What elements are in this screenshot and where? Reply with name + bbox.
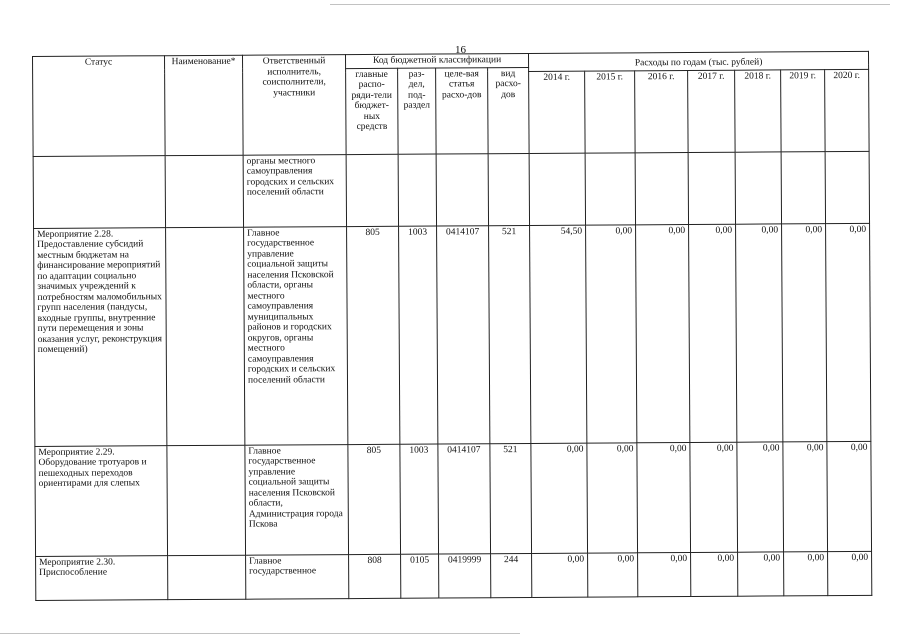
row-value-2017: 0,00 bbox=[689, 224, 737, 442]
row-status bbox=[33, 155, 165, 228]
row-value-2019: 0,00 bbox=[784, 551, 828, 595]
row-value-2018: 0,00 bbox=[736, 223, 783, 441]
budget-table bbox=[32, 51, 872, 601]
row-value-2020: 0,00 bbox=[828, 551, 872, 595]
row-csr bbox=[436, 153, 488, 225]
row-vr: 521 bbox=[489, 225, 531, 443]
row-value-2017: 0,00 bbox=[690, 442, 738, 552]
header-year-2019: 2019 г. bbox=[781, 69, 826, 151]
row-value-2019: 0,00 bbox=[782, 223, 827, 441]
table-row bbox=[34, 223, 871, 446]
row-value-2018 bbox=[735, 151, 781, 223]
row-name bbox=[168, 555, 246, 599]
header-year-2016: 2016 г. bbox=[635, 70, 688, 152]
row-value-2020: 0,00 bbox=[827, 441, 872, 551]
row-value-2015: 0,00 bbox=[586, 224, 637, 442]
row-value-2020: 0,00 bbox=[826, 223, 871, 441]
row-executor: органы местного самоуправления городских и сельских поселений области bbox=[243, 154, 346, 227]
row-value-2014: 54,50 bbox=[530, 225, 587, 443]
row-value-2018: 0,00 bbox=[738, 551, 784, 595]
row-rzpr: 1003 bbox=[399, 226, 438, 444]
row-vr bbox=[488, 153, 529, 225]
row-status: Мероприятие 2.29. Оборудование тротуаров и пешеходных переходов ориентирами для слепых bbox=[35, 445, 168, 556]
row-value-2014: 0,00 bbox=[531, 443, 588, 553]
header-budget-code: Код бюджетной классификации bbox=[345, 53, 528, 68]
header-executor: Ответственный исполнитель, соисполнители, участники bbox=[242, 55, 346, 155]
row-value-2019 bbox=[781, 151, 825, 223]
row-executor: Главное государственное управление социальной защиты населения Псковской области, органы местного самоуправления муниципальных районов и городских округов, органы местного самоуправления городских и сельских поселений области bbox=[244, 226, 348, 445]
row-value-2016 bbox=[635, 152, 688, 224]
page-number: 16 bbox=[455, 44, 466, 56]
row-vr: 244 bbox=[491, 553, 532, 597]
header-year-2020: 2020 г. bbox=[825, 69, 870, 151]
header-grbs: главные распо-ряди-тели бюджет-ных средств bbox=[346, 68, 399, 154]
row-value-2016: 0,00 bbox=[638, 552, 691, 596]
row-csr: 0414107 bbox=[438, 443, 491, 553]
header-year-2015: 2015 г. bbox=[585, 70, 635, 152]
row-name bbox=[166, 227, 245, 445]
row-value-2019: 0,00 bbox=[783, 441, 828, 551]
row-value-2015 bbox=[585, 152, 635, 224]
table-row bbox=[36, 551, 872, 600]
header-rzpr: раз-дел, под-раздел bbox=[398, 68, 437, 154]
header-year-2014: 2014 г. bbox=[529, 71, 585, 153]
row-value-2018: 0,00 bbox=[737, 441, 784, 551]
row-value-2014: 0,00 bbox=[532, 553, 588, 597]
row-grbs: 808 bbox=[349, 554, 401, 598]
row-value-2016: 0,00 bbox=[637, 442, 691, 552]
table-row bbox=[33, 151, 869, 228]
row-value-2014 bbox=[529, 153, 585, 225]
row-status: Мероприятие 2.28. Предоставление субсидий местным бюджетам на финансирование мероприятий по адаптации социально значимых учреждений к потребностям маломобильных групп населения (пандусы, входные группы, внутренние пути перемещения и зоны оказания услуг, реконструкция помещений) bbox=[34, 227, 167, 446]
header-status: Статус bbox=[33, 56, 166, 156]
row-executor: Главное государственное bbox=[246, 554, 349, 599]
row-status: Мероприятие 2.30. Приспособление bbox=[36, 555, 168, 600]
row-value-2015: 0,00 bbox=[588, 552, 638, 596]
row-value-2017 bbox=[688, 152, 735, 224]
row-grbs: 805 bbox=[348, 444, 401, 554]
row-value-2017: 0,00 bbox=[691, 552, 738, 596]
row-rzpr bbox=[398, 154, 436, 226]
row-csr: 0419999 bbox=[439, 553, 491, 597]
header-year-2017: 2017 г. bbox=[688, 70, 736, 152]
row-grbs bbox=[346, 154, 398, 226]
row-value-2016: 0,00 bbox=[636, 224, 690, 442]
header-csr: целе-вая статья расхо-дов bbox=[436, 67, 489, 153]
header-expenses: Расходы по годам (тыс. рублей) bbox=[529, 51, 869, 71]
row-executor: Главное государственное управление социальной защиты населения Псковской области, Администрация города Пскова bbox=[245, 444, 349, 555]
row-rzpr: 0105 bbox=[401, 554, 439, 598]
header-vr: вид расхо-дов bbox=[488, 67, 530, 153]
row-name bbox=[165, 155, 243, 227]
header-name: Наименование* bbox=[165, 55, 244, 155]
row-value-2015: 0,00 bbox=[587, 442, 638, 552]
row-vr: 521 bbox=[490, 443, 532, 553]
scan-edge-bottom bbox=[0, 633, 520, 634]
row-csr: 0414107 bbox=[437, 225, 490, 443]
row-value-2020 bbox=[825, 151, 869, 223]
header-year-2018: 2018 г. bbox=[735, 69, 782, 151]
row-name bbox=[167, 445, 246, 555]
table-row bbox=[35, 441, 872, 556]
row-grbs: 805 bbox=[347, 226, 400, 444]
scan-edge-top bbox=[330, 4, 890, 5]
row-rzpr: 1003 bbox=[400, 444, 439, 554]
